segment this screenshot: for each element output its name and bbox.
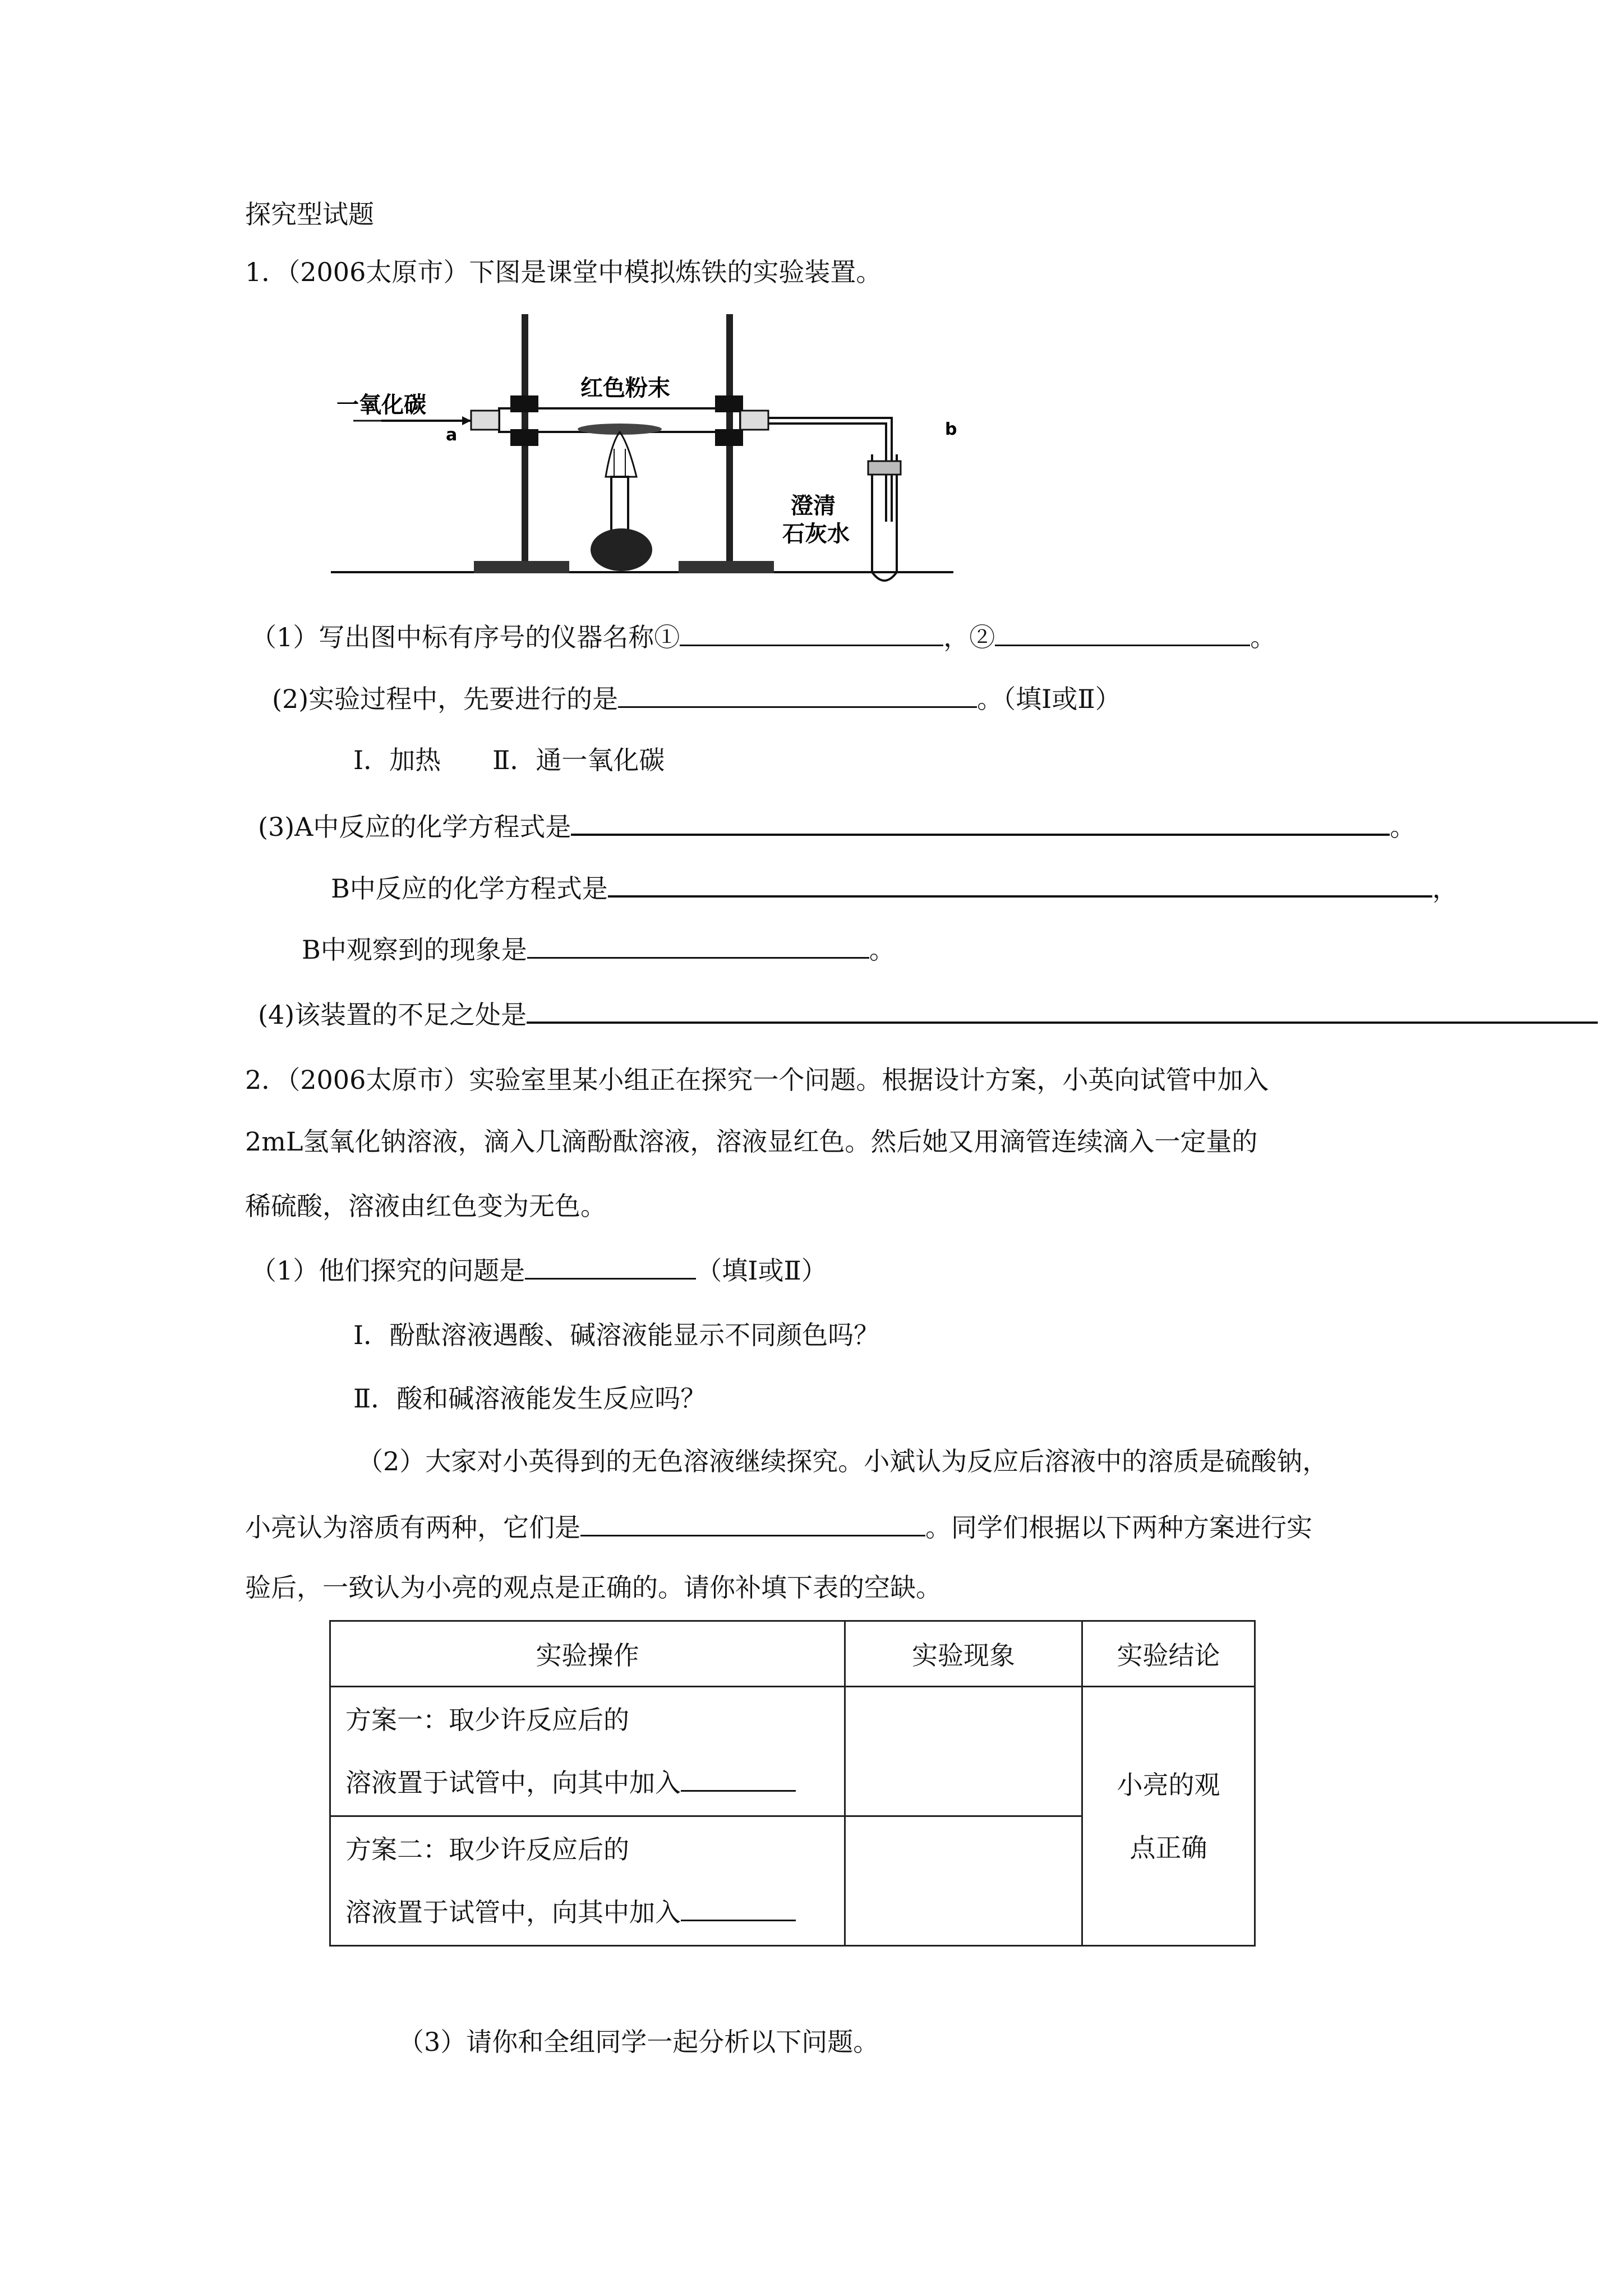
- left-stand-base: [474, 561, 569, 573]
- q1-part1-prefix: （1）写出图中标有序号的仪器名称①: [251, 622, 680, 652]
- plan1-line-1: 方案一：取少许反应后的: [345, 1705, 629, 1735]
- outlet-stopper: [740, 411, 768, 430]
- plan2-phenomenon-cell[interactable]: [845, 1816, 1082, 1946]
- conclusion-line-2: 点正确: [1129, 1832, 1207, 1863]
- right-stand-base: [679, 561, 774, 573]
- burner-base: [591, 528, 652, 571]
- q1-part3-b-end: ，: [1432, 873, 1458, 904]
- plan1-reagent-blank[interactable]: [681, 1764, 796, 1792]
- figure-label-co: 一氧化碳: [336, 392, 426, 418]
- conclusion-cell: [1082, 1687, 1255, 1946]
- q2-part1-prefix: （1）他们探究的问题是: [251, 1255, 525, 1286]
- q1-part2-prefix: (2)实验过程中，先要进行的是: [272, 684, 619, 714]
- q2-part3: （3）请你和全组同学一起分析以下问题。: [398, 2027, 879, 2057]
- q2-part1-option-2: Ⅱ．酸和碱溶液能发生反应吗？: [353, 1383, 707, 1414]
- q1-part3-c-prefix: B中观察到的现象是: [302, 935, 527, 965]
- q1-stem: 1．（2006太原市）下图是课堂中模拟炼铁的实验装置。: [245, 257, 882, 287]
- worksheet-title: 探究型试题: [245, 199, 374, 229]
- q2-part1: [251, 1252, 827, 1287]
- header-conclusion: 实验结论: [1082, 1621, 1255, 1687]
- q2-stem-line-2: 2mL氢氧化钠溶液，滴入几滴酚酞溶液，溶液显红色。然后她又用滴管连续滴入一定量的: [245, 1126, 1258, 1157]
- q1-part3-a-blank[interactable]: [571, 808, 1390, 836]
- right-clamp-top: [715, 395, 743, 412]
- header-phenomenon: 实验现象: [845, 1621, 1082, 1687]
- experiment-table: [329, 1620, 1256, 1947]
- q2-part1-blank[interactable]: [525, 1252, 696, 1280]
- q1-part4-blank[interactable]: [527, 996, 1598, 1024]
- left-clamp-top: [510, 395, 538, 412]
- q1-part1-end: 。: [1250, 622, 1276, 652]
- q1-part2-suffix: 。（填Ⅰ或Ⅱ）: [977, 684, 1121, 714]
- q1-part3-c: [302, 931, 895, 967]
- q1-part3-b-prefix: B中反应的化学方程式是: [331, 873, 608, 904]
- figure-label-powder: 红色粉末: [580, 375, 670, 401]
- q1-part2-options: Ⅰ．加热 Ⅱ．通一氧化碳: [353, 745, 665, 775]
- plan2-operation: [330, 1816, 845, 1946]
- plan1-line-2: 溶液置于试管中，向其中加入: [345, 1751, 844, 1814]
- figure-label-b: b: [945, 420, 957, 439]
- plan1-operation: [330, 1687, 845, 1816]
- q2-stem-line-1: 2．（2006太原市）实验室里某小组正在探究一个问题。根据设计方案，小英向试管中加入: [245, 1065, 1269, 1095]
- q1-part2-blank[interactable]: [618, 680, 977, 708]
- q1-part1-blank-1[interactable]: [680, 619, 943, 646]
- q2-part1-suffix: （填Ⅰ或Ⅱ）: [696, 1255, 827, 1286]
- figure-label-a: a: [446, 425, 458, 445]
- plan1-phenomenon-cell[interactable]: [845, 1687, 1082, 1816]
- plan2-line-2: 溶液置于试管中，向其中加入: [345, 1881, 844, 1944]
- q1-part1-blank-2[interactable]: [995, 619, 1250, 646]
- q2-part2-blank[interactable]: [580, 1509, 925, 1536]
- q2-part2-prefix: 小亮认为溶质有两种，它们是: [245, 1512, 580, 1543]
- q1-part3-c-end: 。: [869, 935, 895, 965]
- burner-tube: [611, 477, 628, 533]
- q1-part3-a-end: 。: [1390, 812, 1416, 842]
- plan2-line-1: 方案二：取少许反应后的: [345, 1834, 629, 1865]
- q2-part2-suffix: 。同学们根据以下两种方案进行实: [925, 1512, 1312, 1543]
- q2-part2-line-3: 验后，一致认为小亮的观点是正确的。请你补填下表的空缺。: [245, 1572, 942, 1603]
- q1-part4: [258, 996, 1598, 1032]
- header-operation: 实验操作: [330, 1621, 845, 1687]
- table-row: [330, 1687, 1255, 1816]
- q1-part2: [272, 680, 1121, 716]
- q1-part3-a-prefix: (3)A中反应的化学方程式是: [258, 812, 571, 842]
- q1-part3-c-blank[interactable]: [527, 931, 869, 959]
- q2-part1-option-1: Ⅰ．酚酞溶液遇酸、碱溶液能显示不同颜色吗？: [353, 1320, 880, 1350]
- figure-label-limewater-1: 澄清: [791, 493, 836, 519]
- q1-part3-a: [258, 808, 1415, 844]
- q2-stem-line-3: 稀硫酸，溶液由红色变为无色。: [245, 1191, 606, 1221]
- q1-part3-b-blank[interactable]: [608, 869, 1432, 898]
- q2-part2-line-1: （2）大家对小英得到的无色溶液继续探究。小斌认为反应后溶液中的溶质是硫酸钠，: [357, 1446, 1329, 1476]
- q1-part4-prefix: (4)该装置的不足之处是: [258, 1000, 527, 1030]
- figure-label-limewater-2: 石灰水: [782, 521, 850, 547]
- q1-part3-b: [331, 869, 1458, 905]
- q1-part1: [251, 619, 1276, 654]
- q1-part1-mid: ，②: [943, 622, 995, 652]
- flame: [606, 432, 637, 477]
- inlet-stopper: [471, 411, 499, 430]
- table-header-row: [330, 1621, 1255, 1687]
- ironmaking-apparatus-figure: [331, 314, 976, 595]
- q2-part2-line-2: [245, 1509, 1312, 1544]
- conclusion-line-1: 小亮的观: [1117, 1769, 1220, 1800]
- plan2-reagent-blank[interactable]: [681, 1894, 796, 1921]
